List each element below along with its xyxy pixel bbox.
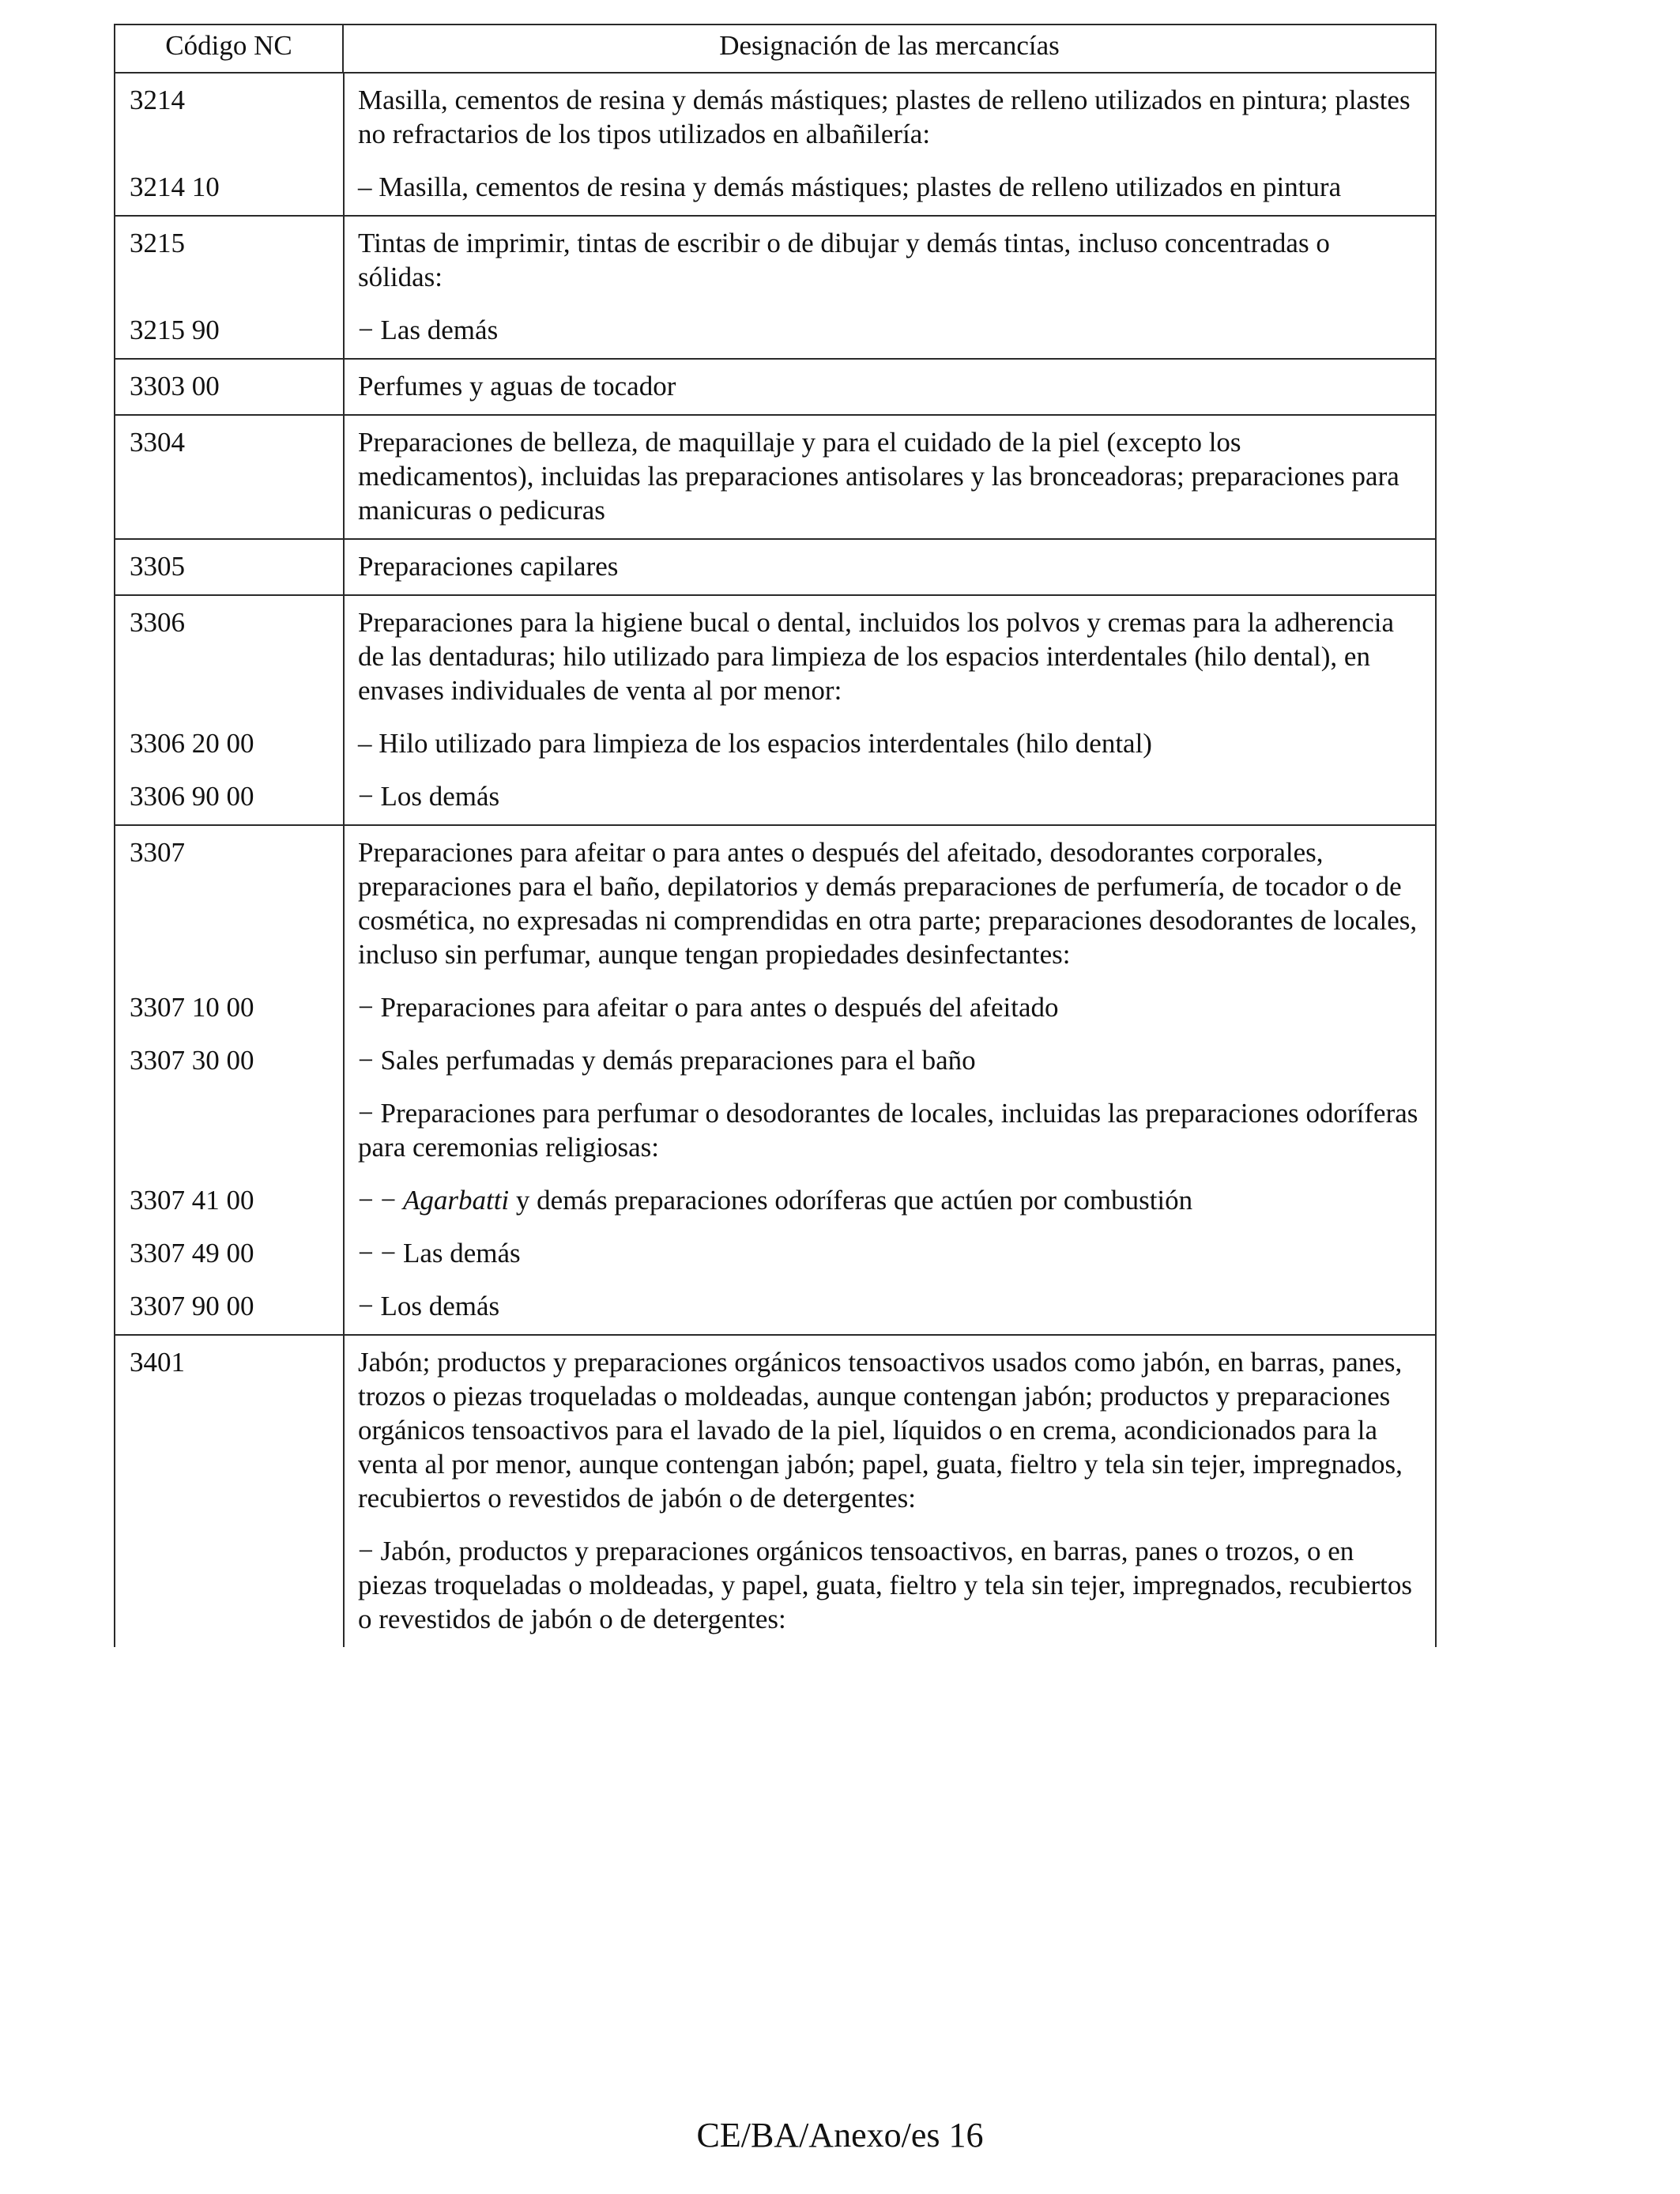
code-cell [115,825,1436,1335]
code-cell [115,595,1436,825]
table-row [115,539,1436,595]
goods-description: Preparaciones para la higiene bucal o dental, incluidos los polvos y cremas para la adherencia de las dentaduras; hilo utilizado para limpieza de los espacios interdentales (hilo dental), en envases individuales de venta al por menor: [358,607,1395,706]
code-cell [115,216,1436,359]
nc-code: 3307 41 00 [130,1185,254,1216]
nc-code: 3306 90 00 [130,781,254,812]
code-cell [115,73,1436,216]
nc-code: 3307 90 00 [130,1291,254,1321]
nc-code: 3307 49 00 [130,1238,254,1269]
goods-description: – Hilo utilizado para limpieza de los espacios interdentales (hilo dental) [358,728,1152,759]
table-row [115,359,1436,415]
goods-description: – Masilla, cementos de resina y demás mástiques; plastes de relleno utilizados en pintura [358,172,1342,202]
nc-code: 3215 [130,228,185,258]
nc-code: 3214 10 [130,172,220,202]
goods-description: Preparaciones para afeitar o para antes o después del afeitado, desodorantes corporales, preparaciones para el baño, depilatorios y demás preparaciones de perfumería, de tocador o de cosmética, no expresadas ni comprendidas en otra parte; preparaciones desodorantes de locales, incluso sin perfumar, aunque tengan propiedades desinfectantes: [358,837,1418,970]
goods-description: − Sales perfumadas y demás preparaciones para el baño [358,1045,976,1076]
goods-description: Preparaciones de belleza, de maquillaje y para el cuidado de la piel (excepto los medicamentos), incluidas las preparaciones antisolares y las bronceadoras; preparaciones para manicuras o pedicuras [358,427,1399,526]
table-header-row [115,25,1436,73]
nc-code: 3307 [130,837,185,868]
goods-description: − Los demás [358,781,500,812]
goods-description: Perfumes y aguas de tocador [358,371,676,401]
goods-description: − Las demás [358,315,499,345]
description-rest: y demás preparaciones odoríferas que actúen por combustión [509,1185,1193,1216]
goods-description [344,1183,1435,1217]
nc-code: 3215 90 [130,315,220,345]
code-cell [115,1335,1436,1647]
nc-code-table [114,24,1437,1647]
nc-code: 3307 10 00 [130,992,254,1023]
nc-code: 3214 [130,85,185,115]
header-designation: Designación de las mercancías [343,25,1436,73]
goods-description: − Los demás [358,1291,500,1321]
table-row [115,73,1436,216]
description-prefix: − − [358,1185,403,1216]
code-cell [115,415,1436,539]
table-body [115,73,1436,1647]
goods-description: Masilla, cementos de resina y demás mástiques; plastes de relleno utilizados en pintura; plastes no refractarios de los tipos utilizados en albañilería: [358,85,1411,149]
goods-description: − Preparaciones para afeitar o para antes o después del afeitado [358,992,1059,1023]
table-row [115,595,1436,825]
goods-description: Preparaciones capilares [358,551,619,582]
nc-code: 3401 [130,1347,185,1378]
goods-description: − Preparaciones para perfumar o desodorantes de locales, incluidas las preparaciones odoríferas para ceremonias religiosas: [358,1098,1418,1163]
goods-description: Jabón; productos y preparaciones orgánicos tensoactivos usados como jabón, en barras, panes, trozos o piezas troqueladas o moldeadas, aunque contengan jabón; productos y preparaciones orgánicos tensoactivos para el lavado de la piel, líquidos o en crema, acondicionados para la venta al por menor, aunque contengan jabón; papel, guata, fieltro y tela sin tejer, impregnados, recubiertos o revestidos de jabón o de detergentes: [358,1347,1403,1514]
code-cell [115,539,1436,595]
nc-code: 3306 20 00 [130,728,254,759]
nc-code: 3307 30 00 [130,1045,254,1076]
table-row [115,1335,1436,1647]
description-italic-term: Agarbatti [402,1185,510,1216]
goods-description: − − Las demás [358,1238,521,1269]
header-code: Código NC [115,25,343,73]
table-row [115,415,1436,539]
nc-code: 3305 [130,551,185,582]
nc-code: 3303 00 [130,371,220,401]
code-cell [115,359,1436,415]
table-row [115,825,1436,1335]
goods-description: − Jabón, productos y preparaciones orgánicos tensoactivos, en barras, panes o trozos, o en piezas troqueladas o moldeadas, y papel, guata, fieltro y tela sin tejer, impregnados, recubiertos o revestidos de jabón o de detergentes: [358,1536,1412,1634]
table-row [115,216,1436,359]
goods-description: Tintas de imprimir, tintas de escribir o de dibujar y demás tintas, incluso concentradas o sólidas: [358,228,1330,292]
nc-code: 3304 [130,427,185,458]
page-footer: CE/BA/Anexo/es 16 [696,2116,984,2154]
nc-code: 3306 [130,607,185,638]
